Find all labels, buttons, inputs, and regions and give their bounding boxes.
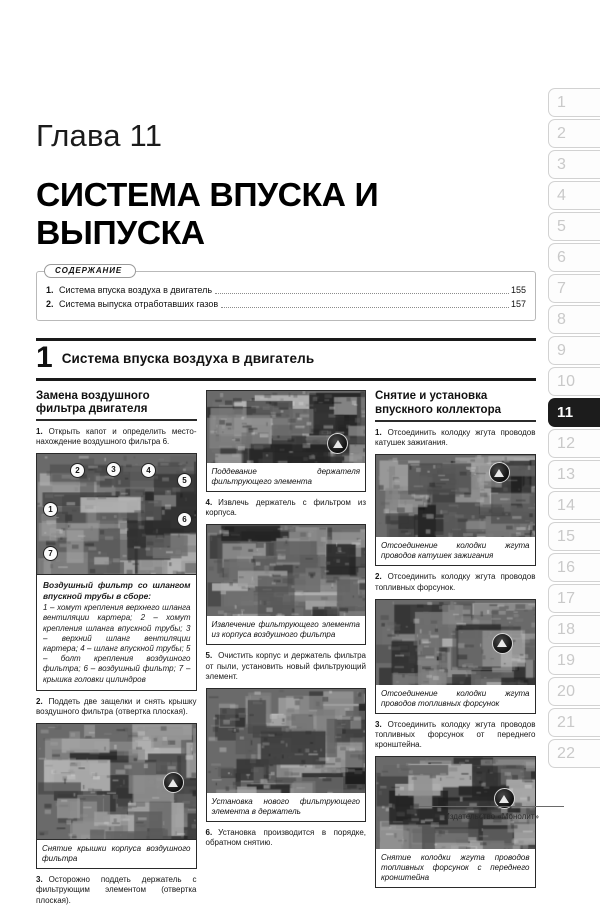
toc-entry-number: 2. bbox=[46, 299, 54, 309]
step-number: 5. bbox=[205, 651, 213, 661]
step-text: Очистить корпус и держатель фильтра от пыли, установить новый фильтрующий элемент. bbox=[205, 651, 366, 681]
step-number: 3. bbox=[375, 719, 382, 729]
callout-5: 5 bbox=[177, 473, 192, 488]
step-text: Отсоединить колодку жгута проводов топливных форсунок. bbox=[375, 572, 536, 592]
callout-2: 2 bbox=[70, 463, 85, 478]
step-text: Извлечь держатель с фильтром из корпуса. bbox=[205, 498, 366, 518]
step-text: Отсоединить колодку жгута проводов катушек зажигания. bbox=[375, 428, 536, 448]
photo-image bbox=[207, 689, 366, 793]
photo-filter-cover-removal bbox=[36, 723, 197, 840]
step-2-right bbox=[375, 572, 536, 592]
figure-caption: Снятие крышки корпуса воздушного фильтра bbox=[36, 840, 197, 869]
figure-holder-prying bbox=[206, 390, 367, 492]
chapter-tab-17[interactable]: 17 bbox=[548, 584, 600, 613]
photo-element-extraction bbox=[206, 524, 367, 616]
chapter-tab-21[interactable]: 21 bbox=[548, 708, 600, 737]
callout-7: 7 bbox=[43, 546, 58, 561]
step-4-middle bbox=[206, 498, 367, 518]
table-of-contents bbox=[36, 266, 536, 321]
toc-entry-title: Система впуска воздуха в двигатель bbox=[59, 285, 213, 295]
chapter-tab-rail bbox=[548, 88, 600, 768]
step-3-left bbox=[36, 875, 197, 906]
figure-engine-bay bbox=[36, 453, 197, 690]
step-1-left bbox=[36, 427, 197, 447]
footer-rule bbox=[419, 806, 564, 807]
chapter-tab-9[interactable]: 9 bbox=[548, 336, 600, 365]
toc-entry[interactable] bbox=[46, 299, 526, 310]
figure-element-extraction bbox=[206, 524, 367, 645]
warning-marker-icon bbox=[489, 462, 510, 483]
figure-new-element-install bbox=[206, 688, 367, 822]
chapter-tab-6[interactable]: 6 bbox=[548, 243, 600, 272]
section-title: Система впуска воздуха в двигатель bbox=[61, 350, 315, 366]
figure-injector-connector bbox=[375, 599, 536, 714]
photo-ignition-coil-connector bbox=[375, 454, 536, 537]
legend-title: Воздушный фильтр со шлангом впускной трубы в сборе: bbox=[43, 580, 191, 601]
column-right bbox=[375, 390, 536, 912]
chapter-tab-15[interactable]: 15 bbox=[548, 522, 600, 551]
chapter-label: Глава 11 bbox=[36, 118, 163, 153]
chapter-tab-5[interactable]: 5 bbox=[548, 212, 600, 241]
step-text: Установка производится в порядке, обратном снятию. bbox=[205, 828, 366, 848]
toc-leader-dots bbox=[215, 292, 509, 294]
publisher-name: Издательство «Монолит» bbox=[444, 812, 539, 821]
section-number: 1 bbox=[36, 341, 53, 374]
callout-3: 3 bbox=[106, 462, 121, 477]
step-number: 2. bbox=[375, 572, 382, 582]
step-5-middle bbox=[206, 651, 367, 682]
figure-bracket-release bbox=[375, 756, 536, 888]
chapter-tab-16[interactable]: 16 bbox=[548, 553, 600, 582]
toc-entry-title: Система выпуска отработавших газов bbox=[59, 299, 219, 309]
step-text: Осторожно поддеть держатель с фильтрующим элементом (отвертка плоская). bbox=[36, 875, 197, 905]
warning-marker-icon bbox=[492, 633, 513, 654]
page-content bbox=[36, 0, 536, 912]
chapter-tab-1[interactable]: 1 bbox=[548, 88, 600, 117]
toc-leader-dots bbox=[221, 306, 509, 308]
article-columns bbox=[36, 390, 536, 912]
chapter-tab-12[interactable]: 12 bbox=[548, 429, 600, 458]
step-number: 1. bbox=[375, 428, 382, 437]
figure-filter-cover-removal bbox=[36, 723, 197, 869]
toc-entry[interactable] bbox=[46, 285, 526, 296]
heading-underline bbox=[36, 419, 197, 421]
photo-image bbox=[376, 455, 535, 537]
photo-bracket-release bbox=[375, 756, 536, 849]
heading-line-1: Снятие и установка bbox=[375, 390, 488, 402]
step-1-right bbox=[375, 428, 536, 448]
subsection-heading-manifold bbox=[375, 390, 536, 417]
step-number: 3. bbox=[36, 875, 43, 885]
photo-image bbox=[207, 525, 366, 616]
step-6-middle bbox=[206, 828, 367, 848]
figure-legend bbox=[36, 575, 197, 690]
chapter-tab-18[interactable]: 18 bbox=[548, 615, 600, 644]
chapter-tab-10[interactable]: 10 bbox=[548, 367, 600, 396]
step-text: Отсоединить колодку жгута проводов топливных форсунок от переднего кронштейна. bbox=[375, 719, 536, 750]
toc-entry-number: 1. bbox=[46, 285, 54, 295]
section-header bbox=[36, 341, 536, 375]
step-number: 1. bbox=[36, 427, 43, 436]
heading-line-2: впускного коллектора bbox=[375, 403, 501, 416]
figure-caption: Снятие колодки жгута проводов топливных форсунок с переднего кронштейна bbox=[375, 849, 536, 888]
chapter-tab-3[interactable]: 3 bbox=[548, 150, 600, 179]
callout-6: 6 bbox=[177, 512, 192, 527]
callout-1: 1 bbox=[43, 502, 58, 517]
step-text: Открыть капот и определить место-нахождение воздушного фильтра 6. bbox=[36, 427, 197, 447]
figure-caption: Установка нового фильтрующего элемента в держатель bbox=[206, 793, 367, 822]
subsection-heading-air-filter: Замена воздушного фильтра двигателя bbox=[36, 390, 150, 415]
chapter-tab-7[interactable]: 7 bbox=[548, 274, 600, 303]
heading-underline bbox=[375, 420, 536, 422]
photo-new-element-install bbox=[206, 688, 367, 793]
page-footer bbox=[419, 806, 564, 821]
column-left bbox=[36, 390, 197, 912]
chapter-tab-4[interactable]: 4 bbox=[548, 181, 600, 210]
figure-caption: Отсоединение колодки жгута проводов топливных форсунок bbox=[375, 685, 536, 714]
toc-entry-page: 155 bbox=[510, 285, 526, 295]
figure-ignition-coil-connector bbox=[375, 454, 536, 566]
step-text: Поддеть две защелки и снять крышку воздушного фильтра (отвертка плоская). bbox=[36, 696, 197, 717]
step-number: 6. bbox=[205, 828, 213, 838]
step-2-left bbox=[36, 697, 197, 717]
chapter-tab-20[interactable]: 20 bbox=[548, 677, 600, 706]
figure-caption: Извлечение фильтрующего элемента из корпуса воздушного фильтра bbox=[206, 616, 367, 645]
photo-injector-connector bbox=[375, 599, 536, 685]
chapter-tab-13[interactable]: 13 bbox=[548, 460, 600, 489]
legend-body: 1 – хомут крепления верхнего шланга вентиляции картера; 2 – хомут крепления шланга впускной трубы; 3 – верхний шланг вентиляции картера; 4 – шланг впускной трубы; 5 – болт крепления воздушного фильтра; 6 – воздушный фильтр; 7 – крышка головки цилиндров bbox=[43, 603, 191, 684]
chapter-tab-22[interactable]: 22 bbox=[548, 739, 600, 768]
column-middle bbox=[206, 390, 367, 912]
toc-badge: СОДЕРЖАНИЕ bbox=[44, 264, 136, 278]
chapter-tab-19[interactable]: 19 bbox=[548, 646, 600, 675]
toc-entry-page: 157 bbox=[510, 299, 526, 309]
step-number: 4. bbox=[205, 498, 213, 507]
callout-4: 4 bbox=[141, 463, 156, 478]
warning-marker-icon bbox=[327, 433, 348, 454]
figure-caption: Поддевание держателя фильтрующего элемента bbox=[206, 463, 367, 492]
figure-caption: Отсоединение колодки жгута проводов катушек зажигания bbox=[375, 537, 536, 566]
photo-engine-bay bbox=[36, 453, 197, 575]
section-rule-bottom bbox=[36, 378, 536, 381]
chapter-tab-2[interactable]: 2 bbox=[548, 119, 600, 148]
chapter-tab-11[interactable]: 11 bbox=[548, 398, 600, 427]
page-title: СИСТЕМА ВПУСКА И ВЫПУСКА bbox=[36, 176, 379, 251]
photo-holder-prying bbox=[206, 390, 367, 463]
step-number: 2. bbox=[36, 696, 43, 706]
chapter-tab-8[interactable]: 8 bbox=[548, 305, 600, 334]
chapter-tab-14[interactable]: 14 bbox=[548, 491, 600, 520]
warning-marker-icon bbox=[163, 772, 184, 793]
step-3-right bbox=[375, 720, 536, 751]
